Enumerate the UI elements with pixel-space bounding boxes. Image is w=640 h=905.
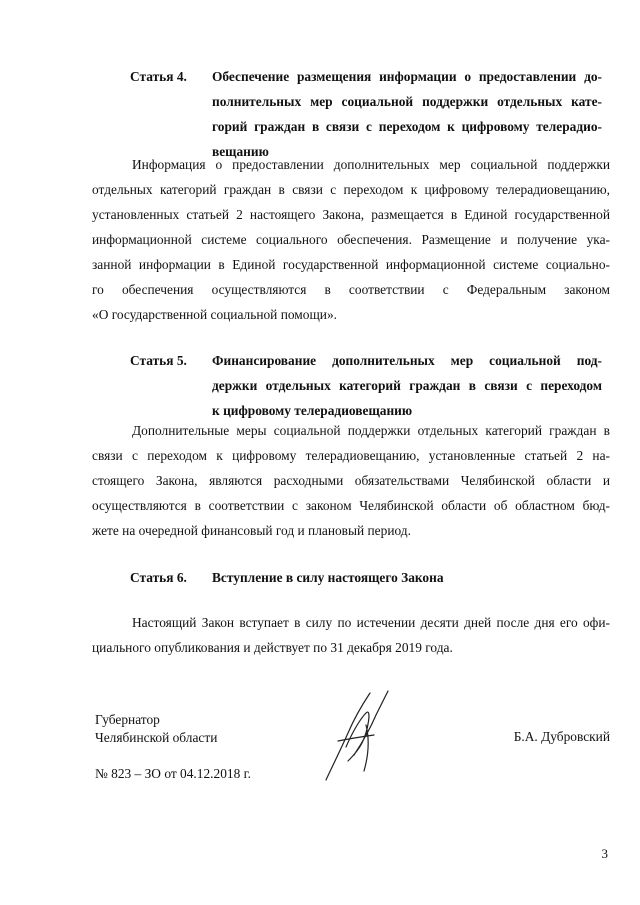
governor-name: Б.А. Дубровский xyxy=(513,729,610,744)
governor-title: Губернатор xyxy=(95,712,160,727)
paragraph-line: циального опубликования и действует по 31 декабря 2019 года. xyxy=(92,640,453,655)
article-5-title xyxy=(212,352,602,427)
paragraph-line: информационной системе социального обеспечения. Размещение и получение ука- xyxy=(92,232,610,247)
law-number-date: № 823 – ЗО от 04.12.2018 г. xyxy=(95,766,251,781)
article-6-title xyxy=(212,569,602,594)
paragraph-line: Настоящий Закон вступает в силу по истечении десяти дней после дня его офи- xyxy=(132,615,610,630)
article-5-body xyxy=(92,418,610,543)
paragraph-line: осуществляются в соответствии с законом Челябинской области об областном бюд- xyxy=(92,498,610,513)
paragraph-line: занной информации в Единой государственной информационной системе социально- xyxy=(92,257,610,272)
paragraph-line: отдельных категорий граждан в связи с переходом к цифровому телерадиовещанию, xyxy=(92,182,610,197)
paragraph-line: «О государственной социальной помощи». xyxy=(92,307,337,322)
article-6-title-line: Вступление в силу настоящего Закона xyxy=(212,570,444,585)
governor-position xyxy=(95,711,217,747)
article-5-title-line: к цифровому телерадиовещанию xyxy=(212,403,413,418)
article-4-title-line: Обеспечение размещения информации о предоставлении до- xyxy=(212,69,602,84)
paragraph-line: Дополнительные меры социальной поддержки отдельных категорий граждан в xyxy=(132,423,610,438)
paragraph-line: го обеспечения осуществляются в соответствии с Федеральным законом xyxy=(92,282,610,297)
article-5-title-line: Финансирование дополнительных мер социальной под- xyxy=(212,353,602,368)
article-4-body xyxy=(92,152,610,327)
article-4-title-line: вещанию xyxy=(212,144,269,159)
article-4-title-line: горий граждан в связи с переходом к цифровому телерадио- xyxy=(212,119,602,134)
paragraph-line: стоящего Закона, являются расходными обязательствами Челябинской области и xyxy=(92,473,610,488)
paragraph-line: Информация о предоставлении дополнительных мер социальной поддержки xyxy=(132,157,610,172)
paragraph-line: установленных статьей 2 настоящего Закона, размещается в Единой государственной xyxy=(92,207,610,222)
region-name: Челябинской области xyxy=(95,730,218,745)
article-6-body xyxy=(92,610,610,660)
article-6-number: Статья 6. xyxy=(130,570,187,585)
handwritten-signature xyxy=(318,685,398,785)
article-5-number: Статья 5. xyxy=(130,353,187,368)
article-4-number: Статья 4. xyxy=(130,69,187,84)
paragraph-line: жете на очередной финансовый год и плановый период. xyxy=(92,523,411,538)
article-4-title-line: полнительных мер социальной поддержки отдельных кате- xyxy=(212,94,602,109)
paragraph-line: связи с переходом к цифровому телерадиовещанию, установленные статьей 2 на- xyxy=(92,448,610,463)
article-5-title-line: держки отдельных категорий граждан в связи с переходом xyxy=(212,378,602,393)
page-number: 3 xyxy=(601,846,608,861)
